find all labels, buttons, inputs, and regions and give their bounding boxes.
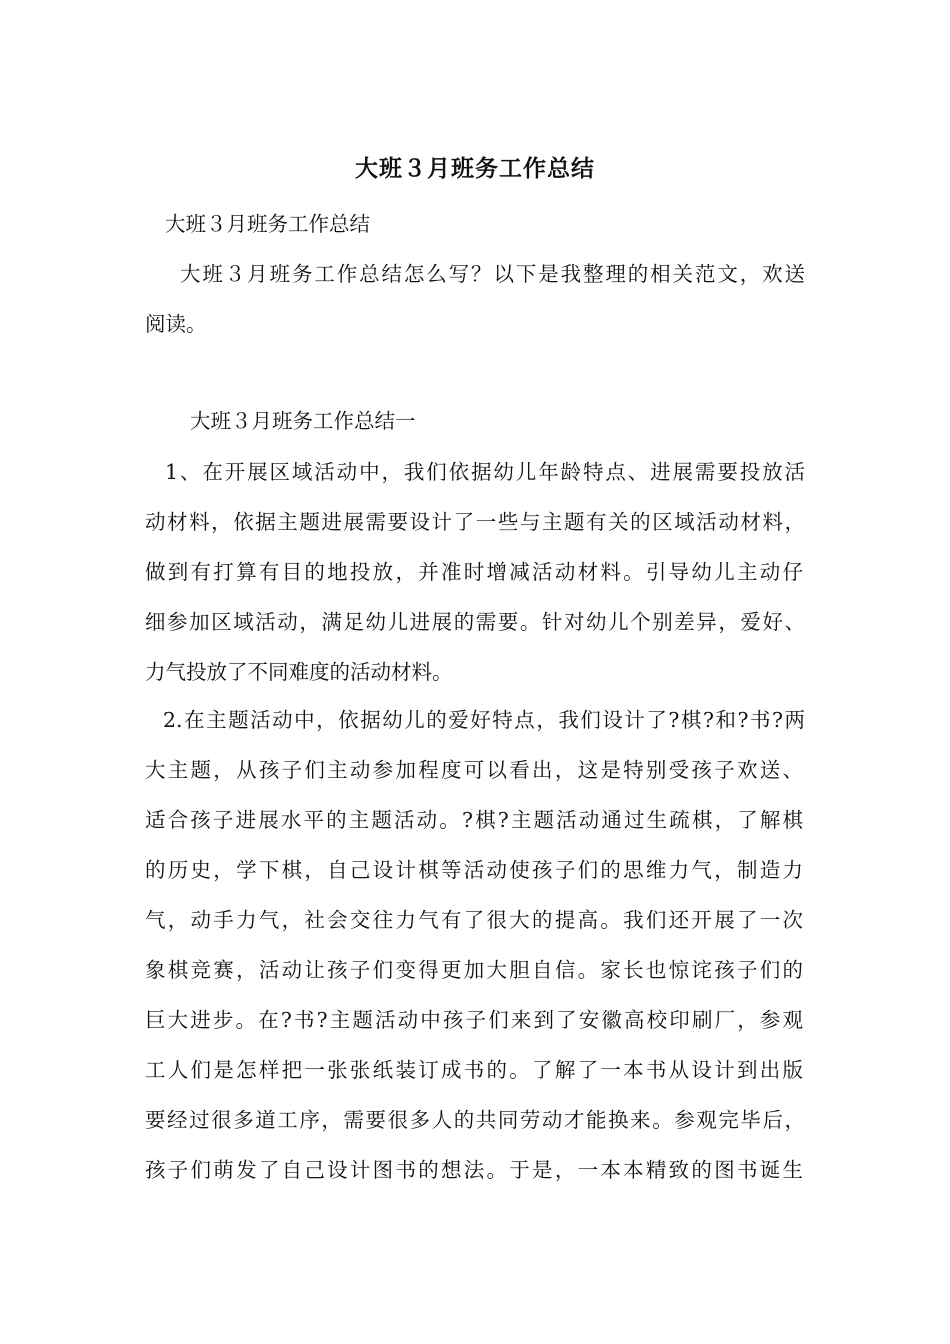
paragraph2-line-5: 气，动手力气，社会交往力气有了很大的提高。我们还开展了一次 xyxy=(145,908,803,932)
subtitle: 大班３月班务工作总结 xyxy=(165,212,370,236)
document-title: 大班３月班务工作总结 xyxy=(355,155,595,182)
paragraph2-line-10: 孩子们萌发了自己设计图书的想法。于是，一本本精致的图书诞生 xyxy=(145,1158,803,1182)
paragraph2-line-8: 工人们是怎样把一张张纸装订成书的。了解了一本书从设计到出版 xyxy=(145,1058,803,1082)
paragraph2-line-3: 适合孩子进展水平的主题活动。?棋?主题活动通过生疏棋，了解棋 xyxy=(145,808,803,832)
paragraph1-line-3: 做到有打算有目的地投放，并准时增减活动材料。引导幼儿主动仔 xyxy=(145,560,803,584)
paragraph2-line-7: 巨大进步。在?书?主题活动中孩子们来到了安徽高校印刷厂，参观 xyxy=(145,1008,803,1032)
paragraph2-line-9: 要经过很多道工序，需要很多人的共同劳动才能换来。参观完毕后， xyxy=(145,1108,805,1132)
paragraph1-line-2: 动材料，依据主题进展需要设计了一些与主题有关的区域活动材料， xyxy=(145,510,805,534)
paragraph2-line-1: 2.在主题活动中，依据幼儿的爱好特点，我们设计了?棋?和?书?两 xyxy=(163,708,805,732)
paragraph2-line-4: 的历史，学下棋，自己设计棋等活动使孩子们的思维力气，制造力 xyxy=(145,858,803,882)
paragraph1-line-4: 细参加区域活动，满足幼儿进展的需要。针对幼儿个别差异，爱好、 xyxy=(145,610,805,634)
section-heading: 大班３月班务工作总结一 xyxy=(190,409,416,433)
paragraph1-line-5: 力气投放了不同难度的活动材料。 xyxy=(145,660,453,684)
intro-line-2: 阅读。 xyxy=(145,312,207,336)
paragraph2-line-2: 大主题，从孩子们主动参加程度可以看出，这是特别受孩子欢送、 xyxy=(145,758,803,782)
paragraph1-line-1: 1、在开展区域活动中，我们依据幼儿年龄特点、进展需要投放活 xyxy=(165,460,805,484)
intro-line-1: 大班３月班务工作总结怎么写？以下是我整理的相关范文，欢送 xyxy=(180,262,805,286)
paragraph2-line-6: 象棋竞赛，活动让孩子们变得更加大胆自信。家长也惊诧孩子们的 xyxy=(145,958,803,982)
